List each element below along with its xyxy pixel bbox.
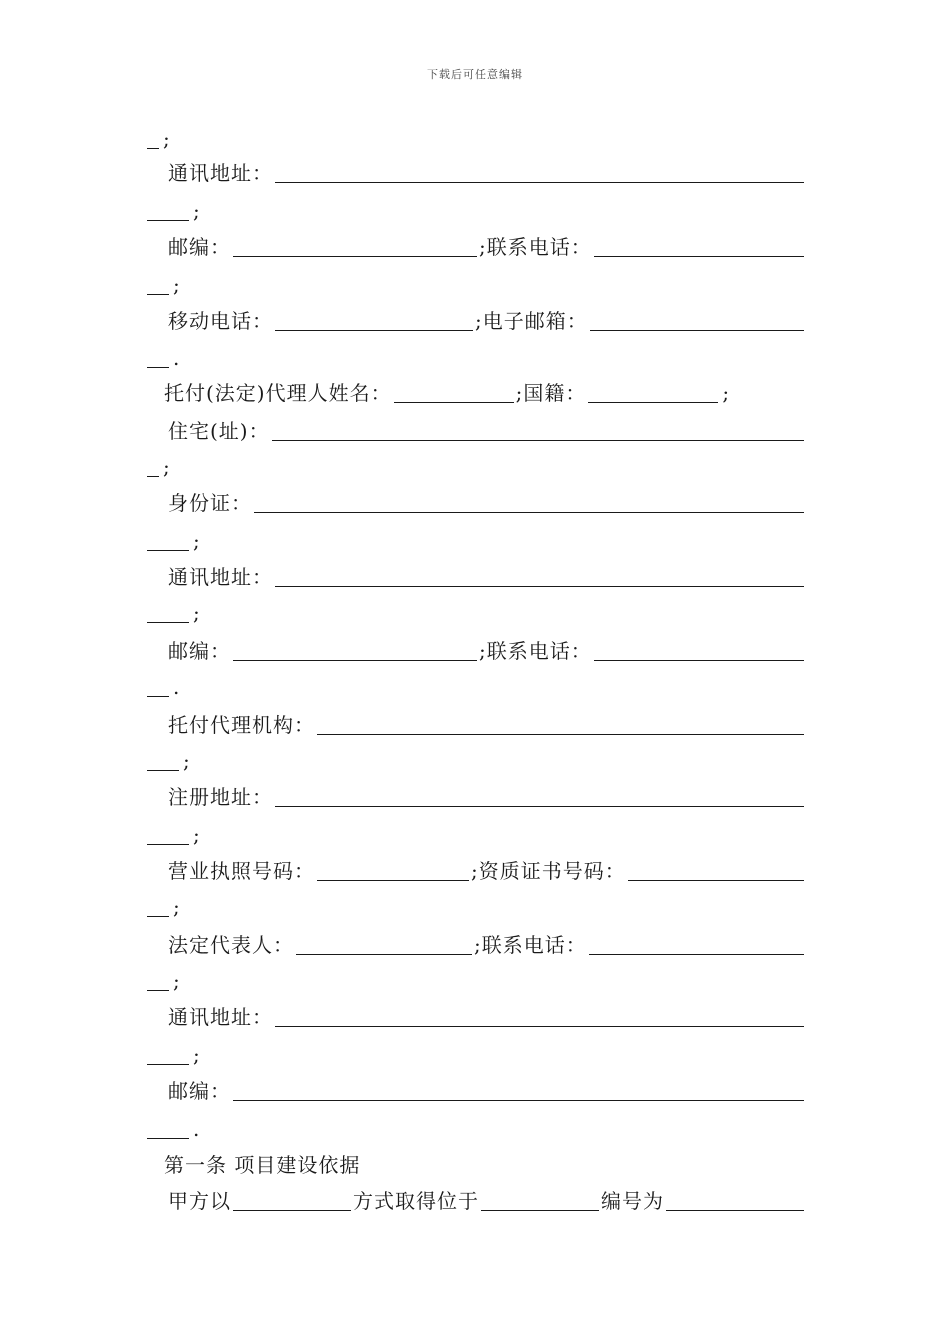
blank-field[interactable] <box>147 1042 189 1065</box>
form-line-postcode <box>168 1076 806 1106</box>
form-line-registered-address <box>168 782 806 812</box>
nationality-blank[interactable] <box>588 380 718 403</box>
form-line-tail <box>145 196 202 226</box>
certificate-label: ;资质证书号码： <box>471 859 626 883</box>
mobile-blank[interactable] <box>275 308 473 331</box>
agency-label: 托付代理机构： <box>168 713 315 737</box>
blank-field[interactable] <box>147 600 189 623</box>
blank-field[interactable] <box>147 454 159 477</box>
line-end-mark: ; <box>193 1043 200 1067</box>
line-end-mark: ; <box>193 529 200 553</box>
form-line-address <box>168 158 806 188</box>
blank-field[interactable] <box>147 894 169 917</box>
form-line-tail <box>145 452 172 482</box>
phone-label: ;联系电话： <box>479 235 592 259</box>
form-line-tail <box>145 746 192 776</box>
phone-blank[interactable] <box>594 234 804 257</box>
line-end-mark: . <box>173 675 180 699</box>
postcode-blank[interactable] <box>233 1078 804 1101</box>
phone-label: ;联系电话： <box>479 639 592 663</box>
article-title: 第一条 项目建设依据 <box>164 1153 361 1177</box>
form-line-address <box>168 562 806 592</box>
blank-field[interactable] <box>147 822 189 845</box>
residence-blank[interactable] <box>272 418 804 441</box>
form-line-tail <box>145 526 202 556</box>
address-blank[interactable] <box>275 564 804 587</box>
legal-rep-blank[interactable] <box>296 932 472 955</box>
line-end-mark: ; <box>163 127 170 151</box>
license-label: 营业执照号码： <box>168 859 315 883</box>
form-line-postcode-phone <box>168 636 806 666</box>
form-line-land-acquisition <box>168 1186 806 1216</box>
form-line-legal-rep-phone <box>168 930 806 960</box>
article-heading <box>164 1150 360 1180</box>
blank-field[interactable] <box>147 198 189 221</box>
location-blank[interactable] <box>481 1188 599 1211</box>
form-line-license-cert <box>168 856 806 886</box>
email-label: ;电子邮箱： <box>475 309 588 333</box>
mobile-label: 移动电话： <box>168 309 273 333</box>
form-line-id-card <box>168 488 806 518</box>
line-end-mark: ; <box>193 199 200 223</box>
form-line-postcode-phone <box>168 232 806 262</box>
phone-blank[interactable] <box>594 638 804 661</box>
line-end-mark: ; <box>173 969 180 993</box>
blank-field[interactable] <box>147 126 159 149</box>
field-label: 通讯地址： <box>168 161 273 185</box>
certificate-blank[interactable] <box>628 858 804 881</box>
blank-field[interactable] <box>147 968 169 991</box>
registered-address-blank[interactable] <box>275 784 804 807</box>
acquisition-label: 甲方以 <box>168 1189 231 1213</box>
field-label: 通讯地址： <box>168 565 273 589</box>
line-end-mark: ; <box>193 601 200 625</box>
form-line-tail <box>145 966 182 996</box>
page-header: 下载后可任意编辑 <box>427 68 523 81</box>
id-card-blank[interactable] <box>254 490 804 513</box>
agent-name-blank[interactable] <box>394 380 514 403</box>
email-blank[interactable] <box>590 308 804 331</box>
address-blank[interactable] <box>275 1004 804 1027</box>
postcode-blank[interactable] <box>233 234 477 257</box>
residence-label: 住宅(址)： <box>168 419 270 443</box>
form-line-tail <box>145 270 182 300</box>
form-line-tail <box>145 892 182 922</box>
form-line-address <box>168 1002 806 1032</box>
line-end-mark: . <box>173 346 180 370</box>
form-line-tail <box>145 820 202 850</box>
blank-field[interactable] <box>147 674 169 697</box>
postcode-blank[interactable] <box>233 638 477 661</box>
form-line-tail <box>145 343 181 373</box>
number-label: 编号为 <box>601 1189 664 1213</box>
postcode-label: 邮编： <box>168 639 231 663</box>
line-end-mark: ; <box>173 895 180 919</box>
blank-field[interactable] <box>147 528 189 551</box>
blank-field[interactable] <box>147 1116 189 1139</box>
agency-blank[interactable] <box>317 712 804 735</box>
form-line-tail <box>145 672 181 702</box>
blank-field[interactable] <box>147 748 179 771</box>
line-end-mark: ; <box>163 455 170 479</box>
legal-rep-label: 法定代表人： <box>168 933 294 957</box>
line-end-mark: ; <box>173 273 180 297</box>
number-blank[interactable] <box>666 1188 804 1211</box>
license-blank[interactable] <box>317 858 469 881</box>
field-label: 通讯地址： <box>168 1005 273 1029</box>
line-end-mark: ; <box>722 381 730 405</box>
acquisition-method-blank[interactable] <box>233 1188 351 1211</box>
nationality-label: ;国籍： <box>515 381 587 405</box>
form-line-residence <box>168 416 806 446</box>
form-line-tail <box>145 124 172 154</box>
agent-name-label: 托付(法定)代理人姓名： <box>164 381 392 405</box>
line-end-mark: . <box>193 1117 200 1141</box>
form-line-agent-name <box>164 378 731 408</box>
blank-field[interactable] <box>147 345 169 368</box>
postcode-label: 邮编： <box>168 235 231 259</box>
blank-field[interactable] <box>147 272 169 295</box>
registered-address-label: 注册地址： <box>168 785 273 809</box>
line-end-mark: ; <box>183 749 190 773</box>
id-card-label: 身份证： <box>168 491 252 515</box>
form-line-tail <box>145 598 202 628</box>
location-label: 方式取得位于 <box>353 1189 479 1213</box>
phone-blank[interactable] <box>589 932 804 955</box>
form-line-mobile-email <box>168 306 806 336</box>
postcode-label: 邮编： <box>168 1079 231 1103</box>
form-line-tail <box>145 1114 201 1144</box>
phone-label: ;联系电话： <box>474 933 587 957</box>
form-line-agency <box>168 710 806 740</box>
address-blank[interactable] <box>275 160 804 183</box>
line-end-mark: ; <box>193 823 200 847</box>
form-line-tail <box>145 1040 202 1070</box>
